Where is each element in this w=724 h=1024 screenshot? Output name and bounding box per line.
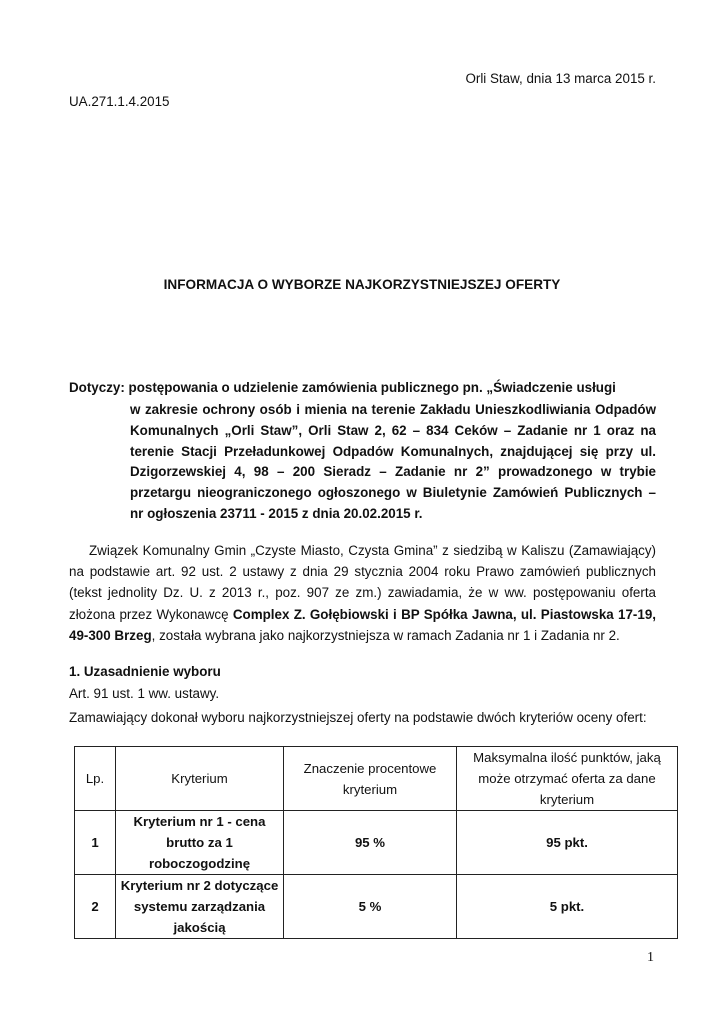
criterion-name: Kryterium nr 1 - cena brutto za 1 roboczogodzinę: [116, 811, 284, 875]
section-heading: 1. Uzasadnienie wyboru: [69, 664, 221, 679]
criterion-max-points: 95 pkt.: [457, 811, 678, 875]
header-cell: Maksymalna ilość punktów, jaką może otrzymać oferta za dane kryterium: [457, 747, 678, 811]
criteria-intro: Zamawiający dokonał wyboru najkorzystniejszej oferty na podstawie dwóch kryteriów oceny ofert:: [69, 710, 647, 725]
main-paragraph: [69, 540, 656, 646]
page-number: 1: [647, 950, 654, 965]
criterion-weight: 95 %: [284, 811, 457, 875]
table-row: [75, 811, 678, 875]
criterion-weight: 5 %: [284, 875, 457, 939]
header-cell: Kryterium: [116, 747, 284, 811]
reference-number: UA.271.1.4.2015: [69, 94, 170, 109]
subject-body: w zakresie ochrony osób i mienia na terenie Zakładu Unieszkodliwiania Odpadów Komunalnych „Orli Staw”, Orli Staw 2, 62 – 834 Ceków – Zadanie nr 1 oraz na terenie Stacji Przeładunkowej Odpadów Komunalnych, znajdującej się przy ul. Dzigorzewskiej 4, 98 – 200 Sieradz – Zadanie nr 2” prowadzonego w trybie przetargu nieograniczonego ogłoszonego w Biuletynie Zamówień Publicznych – nr ogłoszenia 23711 - 2015 z dnia 20.02.2015 r.: [130, 402, 656, 521]
document-date: Orli Staw, dnia 13 marca 2015 r.: [465, 71, 656, 86]
legal-basis: Art. 91 ust. 1 ww. ustawy.: [69, 686, 220, 701]
row-number: 1: [75, 811, 116, 875]
row-number: 2: [75, 875, 116, 939]
subject-first-line: Dotyczy: postępowania o udzielenie zamówienia publicznego pn. „Świadczenie usługi: [69, 380, 616, 395]
paragraph-text-1: Związek Komunalny Gmin „Czyste Miasto, Czysta Gmina” z siedzibą w Kaliszu (Zamawiający) na podstawie art. 92 ust. 2 ustawy z dnia 29 stycznia 2004 roku Prawo zamówień publicznych (tekst jednolity Dz. U. z 2013 r., poz. 907 ze zm.) zawiadamia, że w ww. postępowaniu oferta złożona przez Wykonawcę: [69, 543, 656, 622]
document-title: INFORMACJA O WYBORZE NAJKORZYSTNIEJSZEJ OFERTY: [163, 277, 561, 292]
paragraph-text-2: , została wybrana jako najkorzystniejsza w ramach Zadania nr 1 i Zadania nr 2.: [151, 627, 620, 643]
criterion-max-points: 5 pkt.: [457, 875, 678, 939]
criteria-table: [74, 746, 678, 939]
header-cell: Lp.: [75, 747, 116, 811]
header-cell: Znaczenie procentowe kryterium: [284, 747, 457, 811]
criterion-name: Kryterium nr 2 dotyczące systemu zarządzania jakością: [116, 875, 284, 939]
table-row: [75, 875, 678, 939]
table-header-row: [75, 747, 678, 811]
winning-contractor: Complex Z. Gołębiowski i BP Spółka Jawna, ul. Piastowska 17-19, 49-300 Brzeg: [69, 606, 656, 643]
